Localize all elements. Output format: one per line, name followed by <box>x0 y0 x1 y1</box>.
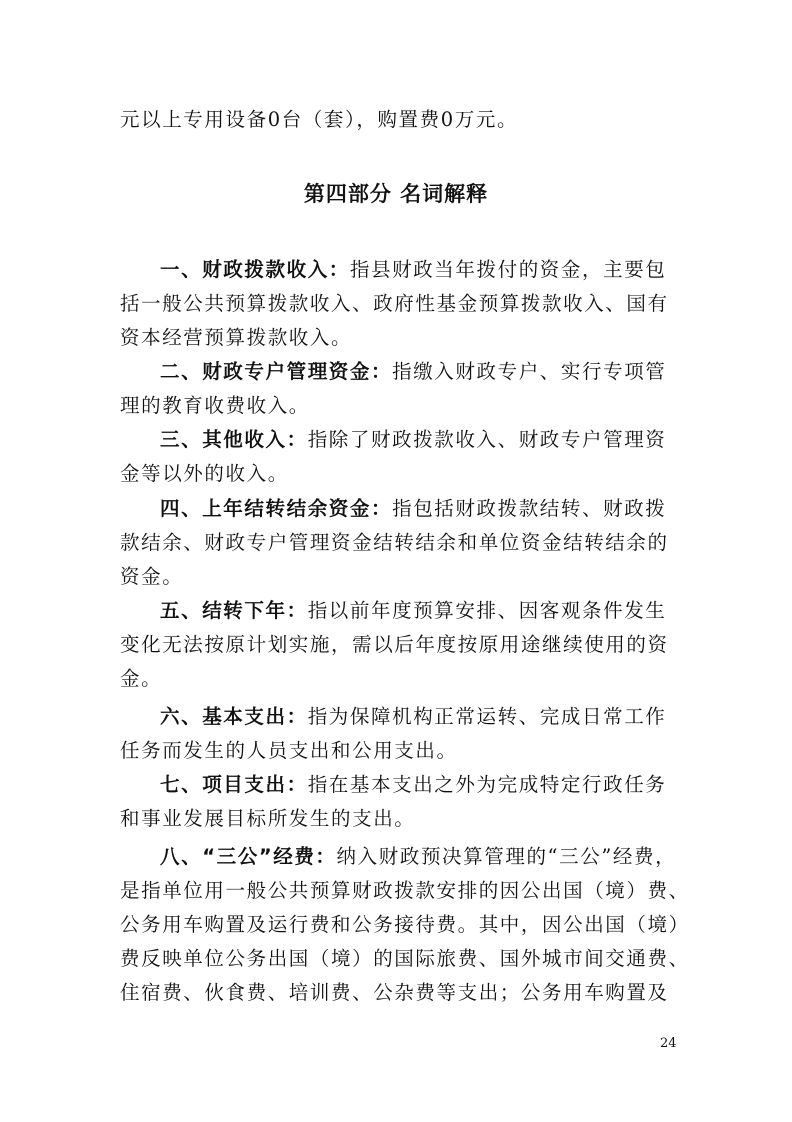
definition-term: 四、上年结转结余资金： <box>160 497 393 520</box>
definition-term: 三、其他收入： <box>160 428 308 451</box>
definition-6-line: 任务而发生的人员支出和公用支出。 <box>120 739 458 762</box>
definition-text: 指为保障机构正常运转、完成日常工作 <box>307 705 667 728</box>
definition-3-first-line <box>160 426 680 454</box>
definition-1-first-line <box>160 256 680 284</box>
definition-term: 二、财政专户管理资金： <box>160 360 393 383</box>
definition-8-first-line <box>160 843 680 871</box>
continuation-line: 元以上专用设备0台（套），购置费0万元。 <box>120 108 519 131</box>
definition-1-line: 括一般公共预算拨款收入、政府性基金预算拨款收入、国有 <box>120 292 669 315</box>
definition-text: 指包括财政拨款结转、财政拨 <box>392 497 667 520</box>
definition-2-line: 理的教育收费收入。 <box>120 394 310 417</box>
definition-8-line: 是指单位用一般公共预算财政拨款安排的因公出国（境）费、 <box>120 879 690 902</box>
definition-1-line: 资本经营预算拨款收入。 <box>120 326 353 349</box>
definition-5-line: 变化无法按原计划实施，需以后年度按原用途继续使用的资 <box>120 633 669 656</box>
definition-7-first-line <box>160 771 680 799</box>
definition-term: 五、结转下年： <box>160 599 308 622</box>
definition-term: 六、基本支出： <box>160 705 308 728</box>
definition-7-line: 和事业发展目标所发生的支出。 <box>120 807 416 830</box>
definition-4-first-line <box>160 495 680 523</box>
definition-2-first-line <box>160 358 680 386</box>
definition-8-line: 住宿费、伙食费、培训费、公杂费等支出；公务用车购置及 <box>120 981 669 1004</box>
definition-text: 指在基本支出之外为完成特定行政任务 <box>307 773 667 796</box>
definition-3-line: 金等以外的收入。 <box>120 462 289 485</box>
definition-8-line: 公务用车购置及运行费和公务接待费。其中，因公出国（境） <box>120 913 690 936</box>
definition-4-line: 款结余、财政专户管理资金结转结余和单位资金结转结余的 <box>120 531 669 554</box>
definition-5-line: 金。 <box>120 667 163 690</box>
definition-text: 指缴入财政专户、实行专项管 <box>392 360 667 383</box>
section-title: 第四部分 名词解释 <box>303 182 489 206</box>
definition-term: 八、“三公”经费： <box>160 845 337 868</box>
page-number: 24 <box>660 1036 677 1051</box>
definition-text: 纳入财政预决算管理的“三公”经费， <box>336 845 677 868</box>
definition-4-line: 资金。 <box>120 565 184 588</box>
definition-term: 七、项目支出： <box>160 773 308 796</box>
definition-5-first-line <box>160 597 680 625</box>
definition-text: 指县财政当年拨付的资金，主要包 <box>349 258 667 281</box>
definition-text: 指以前年度预算安排、因客观条件发生 <box>307 599 667 622</box>
definition-term: 一、财政拨款收入： <box>160 258 350 281</box>
definition-6-first-line <box>160 703 680 731</box>
definition-text: 指除了财政拨款收入、财政专户管理资 <box>307 428 667 451</box>
definition-8-line: 费反映单位公务出国（境）的国际旅费、国外城市间交通费、 <box>120 947 690 970</box>
